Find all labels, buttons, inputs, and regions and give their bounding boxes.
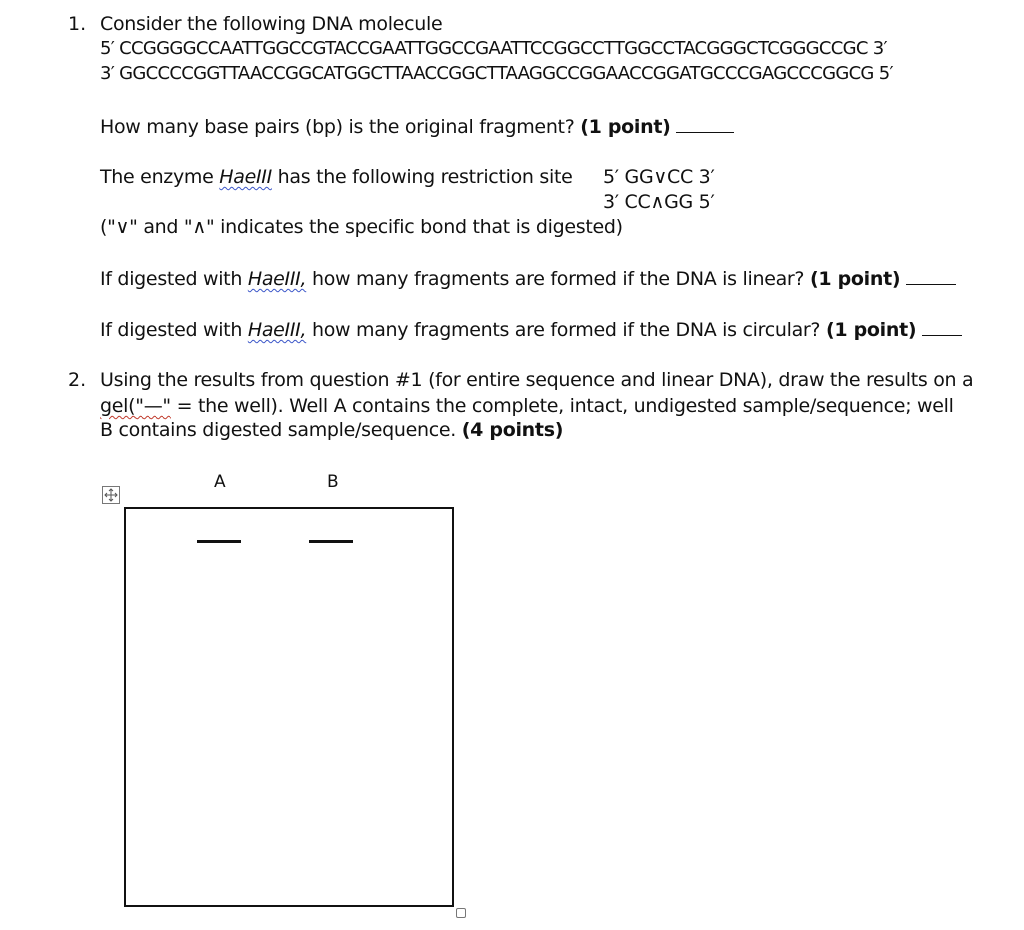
circular-post: how many fragments are formed if the DNA is circular? (311, 319, 821, 341)
q2-line2-rest: = the well). Well A contains the complete, intact, undigested sample/sequence; well (170, 395, 954, 417)
enzyme-pre: The enzyme (100, 166, 214, 188)
circular-enzyme: HaeIII, (247, 319, 307, 341)
enzyme-name: HaeIII (219, 166, 272, 188)
lane-b-label: B (327, 472, 339, 492)
circular-answer-blank[interactable] (922, 317, 962, 336)
q2-dash-symbol: "—" (135, 395, 171, 417)
bp-points: (1 point) (580, 116, 671, 138)
lane-a-label: A (214, 472, 226, 492)
linear-question (100, 266, 956, 291)
linear-post: how many fragments are formed if the DNA is linear? (311, 268, 805, 290)
resize-handle-icon[interactable] (456, 908, 466, 918)
well-a (197, 540, 241, 543)
circular-points: (1 point) (825, 319, 917, 341)
dna-bottom-strand: 3′ GGCCCCGGTTAACCGGCATGGCTTAACCGGCTTAAGGCCGGAACCGGATGCCCGAGCCCGGCG 5′ (100, 63, 893, 84)
dna-top-strand: 5′ CCGGGGCCAATTGGCCGTACCGAATTGGCCGAATTCCGGCCTTGGCCTACGGGCTCGGGCCGC 3′ (100, 38, 887, 59)
gel-box[interactable] (124, 507, 454, 907)
enzyme-line (100, 165, 573, 189)
move-handle-icon[interactable] (102, 486, 120, 504)
site-top: 5′ GG∨CC 3′ (603, 166, 715, 188)
bp-answer-blank[interactable] (676, 114, 734, 133)
q1-intro: Consider the following DNA molecule (100, 13, 443, 35)
circular-question (100, 317, 962, 342)
enzyme-post: has the following restriction site (277, 166, 573, 188)
q2-points: (4 points) (461, 419, 564, 441)
q2-line2 (100, 394, 954, 418)
linear-enzyme: HaeIII, (247, 268, 307, 290)
circular-pre: If digested with (100, 319, 243, 341)
q2-line3-text: B contains digested sample/sequence. (100, 419, 457, 441)
linear-pre: If digested with (100, 268, 243, 290)
q2-gel-word: gel( (100, 395, 136, 417)
well-b (309, 540, 353, 543)
bp-question (100, 114, 734, 139)
bp-question-text: How many base pairs (bp) is the original fragment? (100, 116, 575, 138)
q1-number: 1. (68, 13, 87, 35)
q2-number: 2. (68, 369, 87, 391)
linear-answer-blank[interactable] (906, 266, 956, 285)
linear-points: (1 point) (809, 268, 901, 290)
q2-line3 (100, 418, 563, 442)
q2-line1: Using the results from question #1 (for entire sequence and linear DNA), draw the results on a (100, 369, 974, 391)
site-bottom: 3′ CC∧GG 5′ (603, 191, 715, 213)
digest-note: ("∨" and "∧" indicates the specific bond that is digested) (100, 216, 623, 238)
